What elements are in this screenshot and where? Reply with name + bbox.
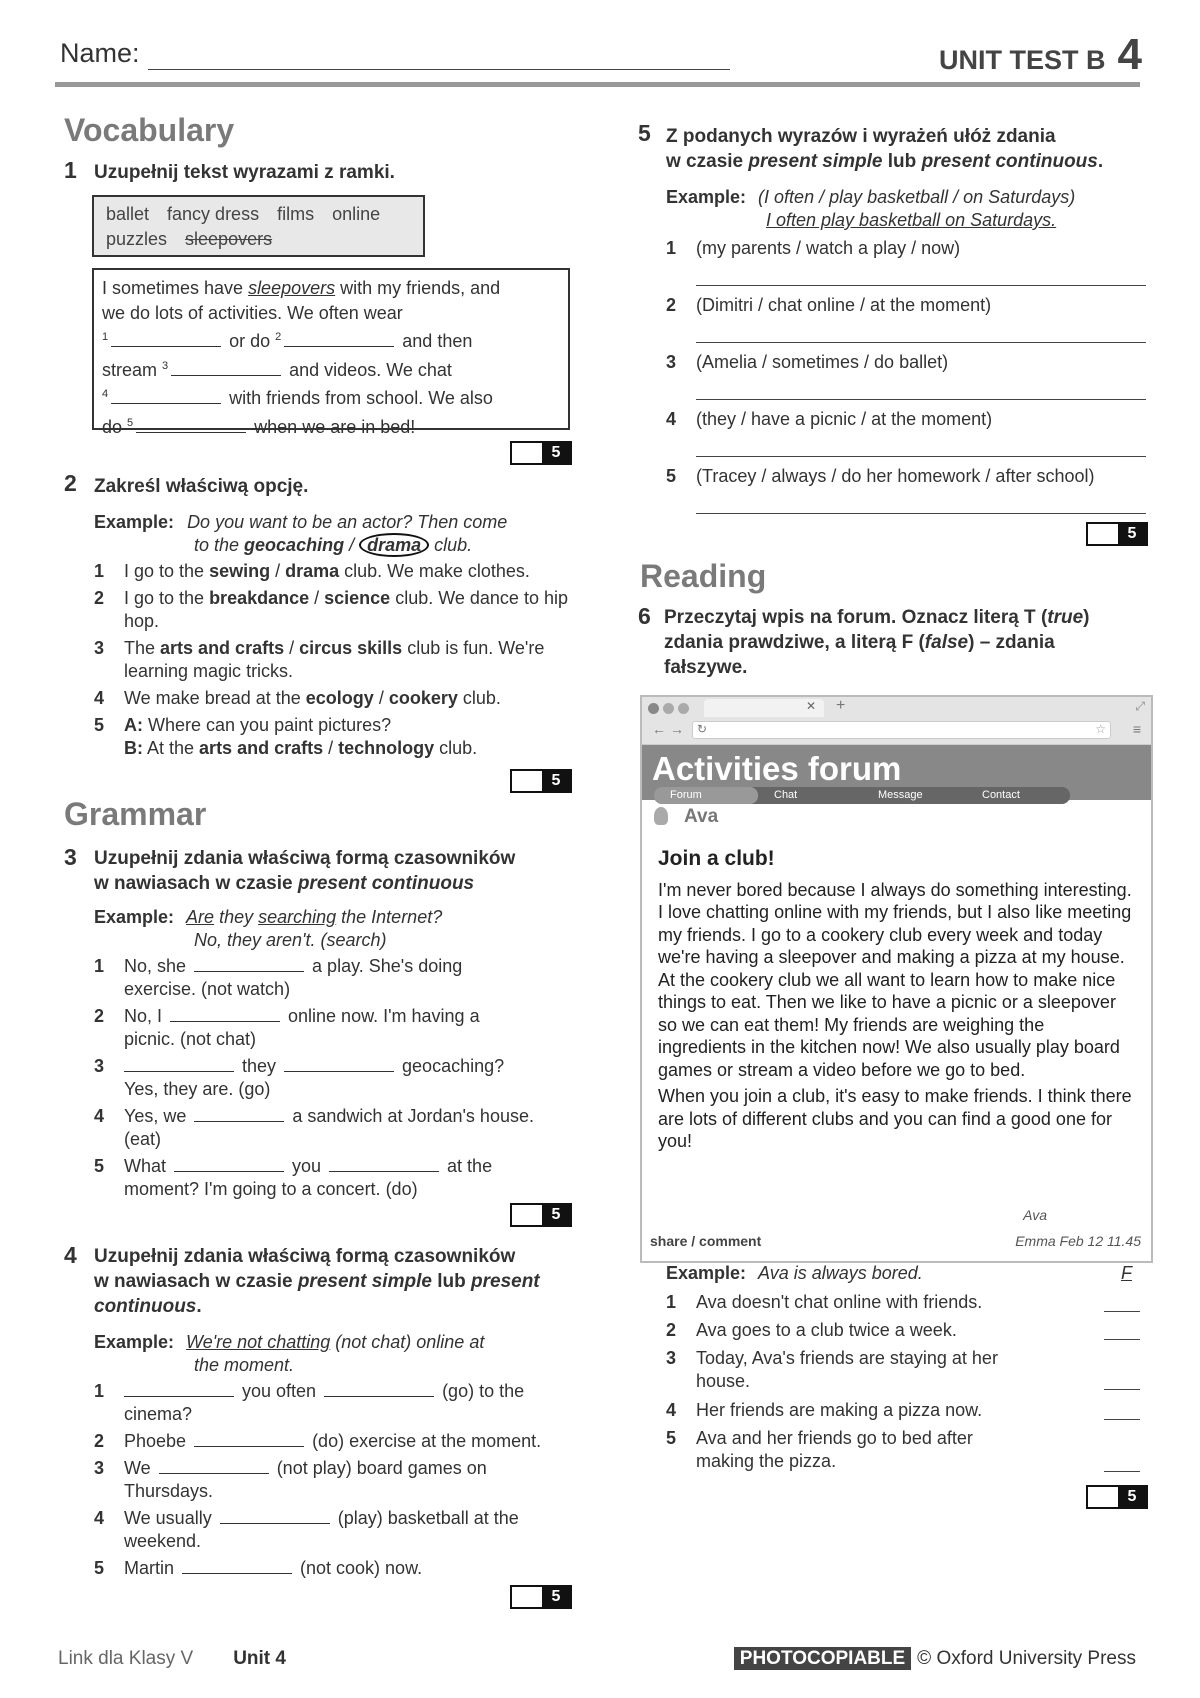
q2-items [94, 560, 584, 764]
answer-gap[interactable] [194, 1108, 284, 1122]
answer-gap[interactable] [324, 1383, 434, 1397]
gap-3[interactable] [171, 362, 281, 376]
answer-line[interactable] [696, 513, 1146, 514]
post-paragraph-2: When you join a club, it's easy to make friends. I think there are lots of different clubs and you can find a good one for you! [658, 1086, 1132, 1151]
q1-number: 1 [64, 157, 77, 183]
user-avatar-icon [654, 807, 668, 825]
minimize-window-icon[interactable] [663, 703, 674, 714]
list-item: 1 I go to the sewing / drama club. We make clothes. [94, 561, 530, 581]
option-a[interactable]: ecology [305, 688, 374, 708]
post-paragraph-1: I'm never bored because I always do something interesting. I love chatting online with my friends, but I also like meeting my friends. I go to a cookery club every week and today we're having a sleepover and making a pizza at my house. At the cookery club we all want to learn how to make nice things to eat. Then we like to have a picnic or a sleepover so we can eat them! My friends are weighing the ingredients in the kitchen now! We also usually play board games or stream a video before we go to bed. [658, 879, 1132, 1080]
option-b[interactable]: cookery [388, 688, 458, 708]
tf-answer-line[interactable] [1104, 1339, 1140, 1340]
q6-score-box[interactable]: 5 [1086, 1485, 1148, 1509]
tf-answer-line[interactable] [1104, 1311, 1140, 1312]
list-item: 2 (Dimitri / chat online / at the moment) [666, 294, 1146, 351]
name-label: Name: [60, 38, 140, 68]
q5-score-box[interactable]: 5 [1086, 522, 1148, 546]
header-rule [55, 82, 1140, 87]
q3-example: Example: Are they searching the Internet? No, they aren't. (search) [94, 907, 443, 950]
photocopiable-badge: PHOTOCOPIABLE [734, 1647, 911, 1670]
q5-items [666, 237, 1146, 522]
q4-items [94, 1380, 584, 1584]
grammar-title: Grammar [64, 796, 207, 832]
reading-title: Reading [640, 558, 767, 594]
footer-course: Link dla Klasy V Unit 4 [58, 1648, 286, 1669]
q4-score-box[interactable]: 5 [510, 1585, 572, 1609]
q2-instruction: Zakreśl właściwą opcję. [94, 476, 309, 497]
option-b[interactable]: drama [285, 561, 340, 581]
list-item: 3 We (not play) board games on Thursdays. [94, 1458, 487, 1501]
q2-score-box[interactable]: 5 [510, 769, 572, 793]
list-item: 2 No, I online now. I'm having a picnic. (not chat) [94, 1006, 480, 1049]
tab-message[interactable]: Message [878, 789, 923, 801]
unit-test-title: UNIT TEST B 4 [939, 30, 1142, 79]
list-item: 4 We make bread at the ecology / cookery club. [94, 688, 501, 708]
tab-close-icon[interactable]: ✕ [805, 699, 816, 713]
list-item: 5 Ava and her friends go to bed after making the pizza. [666, 1427, 1146, 1479]
answer-gap[interactable] [170, 1008, 280, 1022]
list-item: 4 Yes, we a sandwich at Jordan's house. (eat) [94, 1106, 534, 1149]
tab-contact[interactable]: Contact [982, 789, 1020, 801]
list-item: 3 The arts and crafts / circus skills club is fun. We're learning magic tricks. [94, 638, 545, 681]
list-item: 2 Phoebe (do) exercise at the moment. [94, 1431, 542, 1451]
fullscreen-icon[interactable]: ⤢ [1135, 699, 1145, 713]
answer-line[interactable] [696, 342, 1146, 343]
gap-2[interactable] [284, 333, 394, 347]
unit-number: 4 [1117, 30, 1142, 79]
browser-toolbar [642, 697, 1151, 745]
back-icon[interactable]: ← [652, 721, 666, 737]
answer-gap[interactable] [220, 1510, 330, 1524]
close-window-icon[interactable] [648, 703, 659, 714]
q5-number: 5 [638, 120, 651, 146]
list-item: 3 they geocaching? Yes, they are. (go) [94, 1056, 505, 1099]
list-item: 1 you often (go) to the cinema? [94, 1381, 525, 1424]
word-box: ballet fancy dress films online puzzles sleepovers [92, 195, 425, 257]
q4-number: 4 [64, 1242, 77, 1268]
list-item: 3 (Amelia / sometimes / do ballet) [666, 351, 1146, 408]
tf-answer-line[interactable] [1104, 1471, 1140, 1472]
list-item: 1 (my parents / watch a play / now) [666, 237, 1146, 294]
q5-example: Example: (I often / play basketball / on Saturdays) I often play basketball on Saturdays. [666, 187, 1076, 230]
answer-gap[interactable] [194, 958, 304, 972]
example-answer: F [1121, 1263, 1132, 1283]
gap-4[interactable] [111, 390, 221, 404]
post-signature: Ava [1023, 1207, 1047, 1223]
tf-answer-line[interactable] [1104, 1419, 1140, 1420]
answer-line[interactable] [696, 456, 1146, 457]
q2-number: 2 [64, 470, 77, 496]
list-item: 3 Today, Ava's friends are staying at her house. [666, 1347, 1146, 1399]
reload-icon[interactable]: ↻ [697, 722, 708, 736]
answer-gap[interactable] [124, 1058, 234, 1072]
answer-line[interactable] [696, 399, 1146, 400]
q6-number: 6 [638, 603, 651, 629]
answer-gap[interactable] [329, 1158, 439, 1172]
option-a[interactable]: sewing [209, 561, 271, 581]
list-item: 1 No, she a play. She's doing exercise. (not watch) [94, 956, 463, 999]
answer-gap[interactable] [284, 1058, 394, 1072]
crossed-word: sleepovers [185, 229, 273, 249]
answer-line[interactable] [696, 285, 1146, 286]
q1-score-box[interactable]: 5 [510, 441, 572, 465]
list-item: 4 (they / have a picnic / at the moment) [666, 408, 1146, 465]
new-tab-icon[interactable]: + [836, 697, 846, 714]
vocabulary-title: Vocabulary [64, 112, 235, 148]
list-item: 1 Ava doesn't chat online with friends. [666, 1291, 1146, 1319]
menu-icon[interactable]: ≡ [1132, 721, 1141, 737]
list-item: 2 Ava goes to a club twice a week. [666, 1319, 1146, 1347]
option-a[interactable]: breakdance [209, 588, 310, 608]
footer-unit: Unit 4 [233, 1648, 286, 1669]
post-author: Ava [642, 800, 1151, 834]
answer-gap[interactable] [174, 1158, 284, 1172]
share-comment-link[interactable]: share / comment [650, 1233, 762, 1249]
forum-browser-window [640, 695, 1153, 1263]
q4-instruction: Uzupełnij zdania właściwą formą czasowników w nawiasach w czasie present simple lub present continuous. [94, 1246, 540, 1317]
list-item: 5 Martin (not cook) now. [94, 1558, 423, 1578]
option-b[interactable]: science [324, 588, 391, 608]
bookmark-star-icon[interactable]: ☆ [1095, 722, 1106, 736]
option-a[interactable]: arts and crafts [199, 738, 324, 758]
forward-icon[interactable]: → [670, 721, 684, 737]
q5-instruction: Z podanych wyrazów i wyrażeń ułóż zdania w czasie present simple lub present continuous. [666, 126, 1104, 172]
q3-number: 3 [64, 844, 77, 870]
list-item: 4 Her friends are making a pizza now. [666, 1399, 1146, 1427]
q6-example: Example: Ava is always bored. F [666, 1263, 1132, 1283]
answer-gap[interactable] [124, 1383, 234, 1397]
option-b[interactable]: technology [338, 738, 435, 758]
q1-instruction: Uzupełnij tekst wyrazami z ramki. [94, 162, 395, 183]
gap-fill-text: I sometimes have sleepovers with my friends, and we do lots of activities. We often wear $^1$ or do $^2$ and then stream $^3$ and videos. We chat $^4$ with friends from school. We also do $^5$ when we are in bed! [92, 268, 570, 430]
list-item: 5 (Tracey / always / do her homework / after school) [666, 465, 1146, 522]
list-item: 5 What you at the moment? I'm going to a concert. (do) [94, 1156, 493, 1199]
forum-banner: Activities forum Forum Chat Message Contact [642, 745, 1151, 800]
gap-1[interactable] [111, 333, 221, 347]
q6-items [666, 1291, 1146, 1479]
list-item: 4 We usually (play) basketball at the weekend. [94, 1508, 519, 1551]
option-a[interactable]: arts and crafts [160, 638, 285, 658]
name-line[interactable] [148, 69, 730, 70]
q4-example: Example: We're not chatting (not chat) online at the moment. [94, 1332, 485, 1375]
tab-chat[interactable]: Chat [774, 789, 798, 801]
gap-5[interactable] [136, 419, 246, 433]
q3-instruction: Uzupełnij zdania właściwą formą czasowników w nawiasach w czasie present continuous [94, 848, 516, 894]
answer-gap[interactable] [194, 1433, 304, 1447]
q3-items [94, 955, 584, 1205]
answer-gap[interactable] [182, 1560, 292, 1574]
option-b[interactable]: circus skills [299, 638, 403, 658]
list-item: 5 A: Where can you paint pictures? B: At the arts and crafts / technology club. [94, 715, 478, 758]
maximize-window-icon[interactable] [678, 703, 689, 714]
list-item: 2 I go to the breakdance / science club. We dance to hip hop. [94, 588, 568, 631]
tf-answer-line[interactable] [1104, 1389, 1140, 1390]
q3-score-box[interactable]: 5 [510, 1203, 572, 1227]
post-meta: Emma Feb 12 11.45 [1015, 1233, 1141, 1249]
tab-forum[interactable]: Forum [654, 787, 758, 804]
browser-tab[interactable] [704, 699, 824, 717]
q2-example: Example: Do you want to be an actor? Then come to the geocaching / drama club. [94, 512, 508, 555]
post-body [642, 834, 1151, 1153]
q6-instruction: Przeczytaj wpis na forum. Oznacz literą T (true) zdania prawdziwe, a literą F (false) – zdania fałszywe. [664, 607, 1090, 678]
answer-gap[interactable] [159, 1460, 269, 1474]
address-bar[interactable] [692, 721, 1111, 739]
footer-copyright: PHOTOCOPIABLE © Oxford University Press [734, 1648, 1136, 1670]
post-title: Join a club! [658, 847, 775, 870]
